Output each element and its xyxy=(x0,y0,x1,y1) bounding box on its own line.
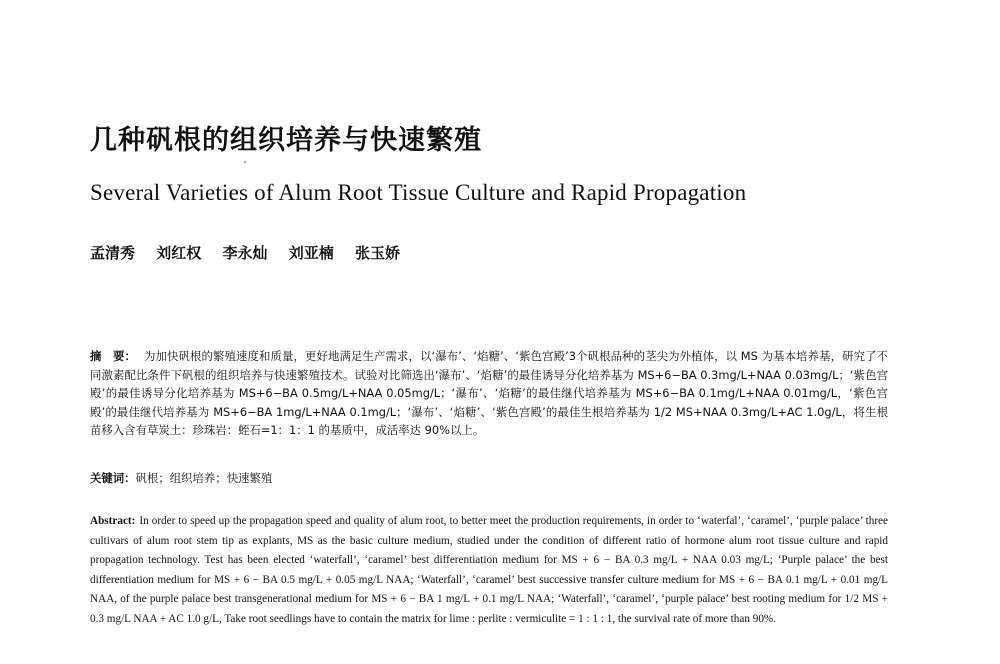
author-name: 刘红权 xyxy=(156,244,202,262)
abstract-cn-text: 为加快矾根的繁殖速度和质量，更好地满足生产需求，以‘瀑布’、‘焰糖’、‘紫色宫殿’3个矾根品种的茎尖为外植体，以 MS 为基本培养基，研究了不同激素配比条件下矾根的组织培养与快速繁殖技术。试验对比筛选出‘瀑布’、‘焰糖’的最佳诱导分化培养基为 MS+6−BA 0.3mg/L+NAA 0.03mg/L；‘紫色宫殿’的最佳诱导分化培养基为 MS+6−BA 0.5mg/L+NAA 0.05mg/L；‘瀑布’、‘焰糖’的最佳继代培养基为 MS+6−BA 0.1mg/L+NAA 0.01mg/L，‘紫色宫殿’的最佳继代培养基为 MS+6−BA 1mg/L+NAA 0.1mg/L；‘瀑布’、‘焰糖’、‘紫色宫殿’的最佳生根培养基为 1/2 MS+NAA 0.3mg/L+AC 1.0g/L，将生根苗移入含有草炭土：珍珠岩：蛭石=1：1：1 的基质中，成活率达 90%以上。 xyxy=(90,349,888,437)
abstract-chinese xyxy=(90,347,888,440)
keywords-text: 矾根；组织培养；快速繁殖 xyxy=(135,471,273,485)
author-list xyxy=(90,242,416,263)
keywords-label: 关键词： xyxy=(90,471,136,485)
author-name: 孟清秀 xyxy=(90,244,136,262)
scan-speck xyxy=(244,161,246,163)
author-name: 李永灿 xyxy=(222,244,268,262)
title-chinese: 几种矾根的组织培养与快速繁殖 xyxy=(90,125,482,156)
abstract-english xyxy=(90,512,888,630)
abstract-cn-label: 摘 要： xyxy=(90,349,136,363)
title-english: Several Varieties of Alum Root Tissue Culture and Rapid Propagation xyxy=(90,180,747,205)
abstract-en-text: In order to speed up the propagation speed and quality of alum root, to better meet the production requirements, in order to ‘waterfal’, ‘caramel’, ‘purple palace’ three cultivars of alum root stem tip as explants, MS as the basic culture medium, studied under the condition of different ratio of hormone alum root tissue culture and rapid propagation technology. Test has been elected ‘waterfall’, ‘caramel’ best differentiation medium for MS + 6 − BA 0.3 mg/L + NAA 0.03 mg/L; ‘Purple palace’ the best differentiation medium for MS + 6 − BA 0.5 mg/L + 0.05 mg/L NAA; ‘Waterfall’, ‘caramel’ best successive transfer culture medium for MS + 6 − BA 0.1 mg/L + 0.01 mg/L NAA, of the purple palace best transgenerational medium for MS + 6 − BA 1 mg/L + 0.1 mg/L NAA; ‘Waterfall’, ‘caramel’, ‘purple palace’ best rooting medium for 1/2 MS + 0.3 mg/L NAA + AC 1.0 g/L, Take root seedlings have to contain the matrix for lime : perlite : vermiculite = 1 : 1 : 1, the survival rate of more than 90%. xyxy=(90,515,888,625)
abstract-en-label: Abstract: xyxy=(90,515,136,527)
author-name: 张玉娇 xyxy=(355,244,401,262)
keywords-chinese xyxy=(90,470,272,486)
author-name: 刘亚楠 xyxy=(288,244,334,262)
